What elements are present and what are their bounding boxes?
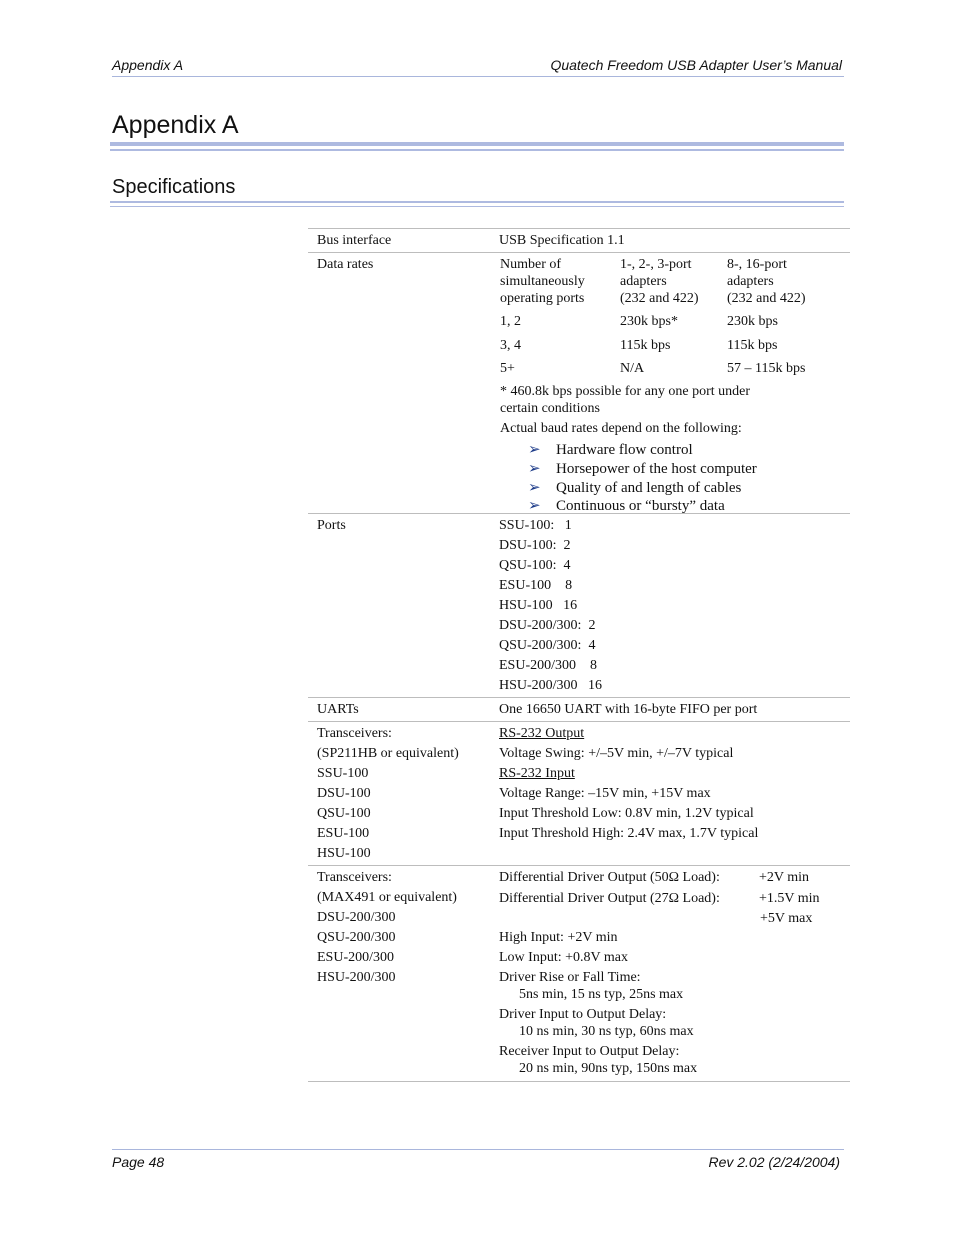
rate-cell: 1, 2 (500, 314, 521, 329)
rate-cell: 57 – 115k bps (727, 361, 806, 376)
col-header-ports: simultaneously (500, 274, 585, 289)
spec-label: HSU-200/300 (317, 970, 396, 985)
port-count: DSU-200/300: 2 (499, 618, 596, 633)
spec-value: +2V min (759, 870, 810, 885)
page-title: Appendix A (112, 111, 239, 139)
col-header-small-adapters: 1-, 2-, 3-port (620, 257, 692, 272)
port-count: HSU-200/300 16 (499, 678, 603, 693)
spec-label: Transceivers: (317, 870, 392, 885)
spec-label: SSU-100 (317, 766, 369, 781)
spec-value: 5ns min, 15 ns typ, 25ns max (519, 987, 684, 1002)
header-section-name: Appendix A (112, 57, 184, 73)
port-count: ESU-100 8 (499, 578, 573, 593)
rate-footnote: * 460.8k bps possible for any one port under (500, 384, 751, 399)
spec-label: Ports (317, 518, 346, 533)
spec-value: Driver Rise or Fall Time: (499, 970, 641, 985)
spec-value: Differential Driver Output (27Ω Load): (499, 891, 720, 906)
title-rule (110, 142, 844, 146)
rs232-input-heading: RS-232 Input (499, 766, 575, 781)
spec-label: DSU-200/300 (317, 910, 396, 925)
list-item-text: Continuous or “bursty” data (556, 498, 725, 514)
rate-cell: 3, 4 (500, 338, 521, 353)
spec-label: Data rates (317, 257, 374, 272)
list-item (528, 478, 741, 497)
spec-label: QSU-100 (317, 806, 371, 821)
depend-intro: Actual baud rates depend on the following: (500, 421, 742, 436)
spec-row-rs232-transceivers (308, 721, 850, 866)
spec-row-rs422-transceivers (308, 865, 850, 1082)
revision-label: Rev 2.02 (2/24/2004) (708, 1154, 840, 1170)
port-count: HSU-100 16 (499, 598, 578, 613)
spec-row-bus-interface (308, 228, 850, 253)
list-item-text: Hardware flow control (556, 442, 693, 458)
spec-value: Input Threshold High: 2.4V max, 1.7V typical (499, 826, 759, 841)
spec-value: Voltage Swing: +/–5V min, +/–7V typical (499, 746, 734, 761)
rate-cell: N/A (620, 361, 645, 376)
section-rule-thin (110, 206, 844, 207)
rate-cell: 115k bps (620, 338, 671, 353)
rs232-output-heading: RS-232 Output (499, 726, 585, 741)
col-header-ports: Number of (500, 257, 562, 272)
spec-value: USB Specification 1.1 (499, 233, 625, 248)
spec-value: 10 ns min, 30 ns typ, 60ns max (519, 1024, 694, 1039)
rate-cell: 230k bps* (620, 314, 678, 329)
list-item-text: Quality of and length of cables (556, 480, 742, 496)
arrow-bullet-icon: ➢ (528, 498, 541, 514)
section-rule (110, 201, 844, 203)
spec-value: High Input: +2V min (499, 930, 618, 945)
arrow-bullet-icon: ➢ (528, 442, 541, 458)
rate-cell: 115k bps (727, 338, 778, 353)
spec-value: Voltage Range: –15V min, +15V max (499, 786, 711, 801)
spec-value: +5V max (760, 911, 813, 926)
col-header-large-adapters: adapters (727, 274, 774, 289)
port-count: ESU-200/300 8 (499, 658, 597, 673)
col-header-large-adapters: (232 and 422) (727, 291, 806, 306)
col-header-ports: operating ports (500, 291, 585, 306)
arrow-bullet-icon: ➢ (528, 480, 541, 496)
section-heading: Specifications (112, 176, 236, 198)
col-header-small-adapters: adapters (620, 274, 667, 289)
spec-row-data-rates (308, 252, 850, 514)
port-count: QSU-200/300: 4 (499, 638, 596, 653)
list-item (528, 459, 757, 478)
port-count: SSU-100: 1 (499, 518, 572, 533)
running-footer (112, 1149, 844, 1172)
list-item-text: Horsepower of the host computer (556, 461, 757, 477)
title-rule-thin (110, 149, 844, 151)
col-header-small-adapters: (232 and 422) (620, 291, 699, 306)
col-header-large-adapters: 8-, 16-port (727, 257, 787, 272)
spec-row-ports (308, 513, 850, 698)
rate-footnote: certain conditions (500, 401, 600, 416)
spec-label: QSU-200/300 (317, 930, 396, 945)
port-count: QSU-100: 4 (499, 558, 571, 573)
arrow-bullet-icon: ➢ (528, 461, 541, 477)
header-manual-title: Quatech Freedom USB Adapter User’s Manual (550, 57, 842, 73)
list-item (528, 440, 693, 459)
spec-value: One 16650 UART with 16-byte FIFO per port (499, 702, 758, 717)
spec-row-uarts (308, 697, 850, 722)
spec-label: HSU-100 (317, 846, 371, 861)
rate-cell: 5+ (500, 361, 515, 376)
spec-label: Bus interface (317, 233, 392, 248)
running-header (112, 56, 844, 77)
spec-value: Receiver Input to Output Delay: (499, 1044, 680, 1059)
spec-value: Low Input: +0.8V max (499, 950, 628, 965)
spec-value: 20 ns min, 90ns typ, 150ns max (519, 1061, 698, 1076)
spec-value: Input Threshold Low: 0.8V min, 1.2V typical (499, 806, 754, 821)
spec-value: Differential Driver Output (50Ω Load): (499, 870, 720, 885)
page-number: Page 48 (112, 1154, 165, 1170)
spec-label: (SP211HB or equivalent) (317, 746, 459, 761)
spec-label: UARTs (317, 702, 359, 717)
spec-value: Driver Input to Output Delay: (499, 1007, 667, 1022)
spec-label: ESU-200/300 (317, 950, 394, 965)
spec-label: ESU-100 (317, 826, 370, 841)
spec-label: DSU-100 (317, 786, 371, 801)
rate-cell: 230k bps (727, 314, 778, 329)
spec-label: (MAX491 or equivalent) (317, 890, 457, 905)
spec-label: Transceivers: (317, 726, 392, 741)
spec-value: +1.5V min (759, 891, 820, 906)
port-count: DSU-100: 2 (499, 538, 571, 553)
